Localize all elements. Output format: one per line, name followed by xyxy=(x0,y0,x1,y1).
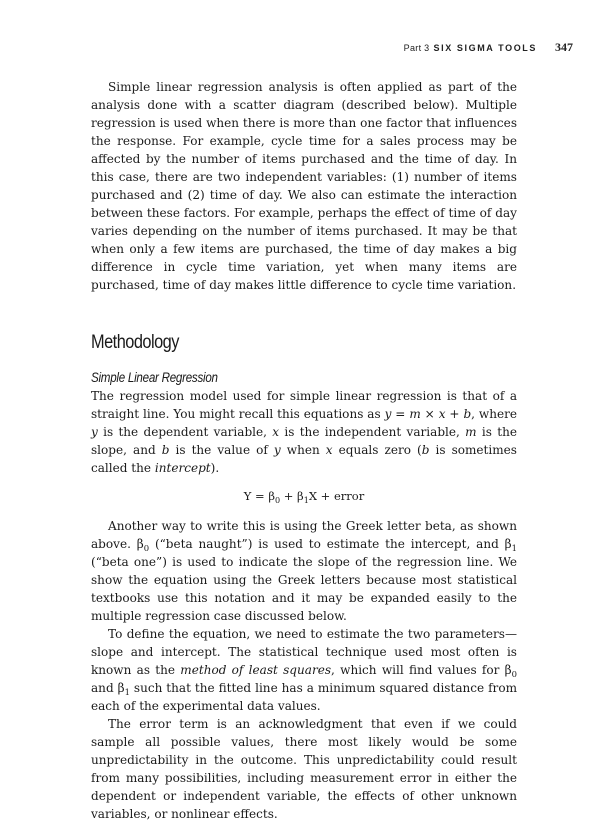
regression-equation: $Y = \beta_0 + \beta_1X$ + error xyxy=(243,489,365,505)
part-label: Part 3 xyxy=(403,43,430,53)
page-body xyxy=(91,78,517,823)
part-title: SIX SIGMA TOOLS xyxy=(433,43,537,53)
beta-paragraph: Another way to write this is using the Greek letter beta, as shown above. $\beta_0$ (“beta naught”) is used to estimate the intercept, and $\beta_1$ (“beta one”) is used to indicate the slope of the regression line. We show the equation using the Greek letters because most statistical textbooks use this notation and it may be expanded easily to the multiple regression case discussed below. xyxy=(91,519,517,623)
error-paragraph: The error term is an acknowledgment that even if we could sample all possible values, there most likely would be some unpredictability in the outcome. This unpredictability could result from many possibilities, including measurement error in either the dependent or independent variable, the effects of other unknown variables, or nonlinear effects. xyxy=(91,717,517,821)
page-number: 347 xyxy=(555,40,573,54)
intro-paragraph: Simple linear regression analysis is often applied as part of the analysis done with a scatter diagram (described below). Multiple regression is used when there is more than one factor that influences the response. For example, cycle time for a sales process may be affected by the number of items purchased and the time of day. In this case, there are two independent variables: (1) number of items purchased and (2) time of day. We also can estimate the interaction between these factors. For example, perhaps the effect of time of day varies depending on the number of items purchased. It may be that when only a few items are purchased, the time of day makes a big difference in cycle time variation, yet when many items are purchased, time of day makes little difference to cycle time variation. xyxy=(91,80,517,292)
regression-paragraph: The regression model used for simple linear regression is that of a straight line. You might recall this equations as y = m × x + b, where y is the dependent variable, x is the independent variable, m is the slope, and b is the value of y when x equals zero (b is sometimes called the intercept). xyxy=(91,389,517,475)
running-head xyxy=(404,40,573,55)
subsection-title: Simple Linear Regression xyxy=(91,370,218,385)
section-title: Methodology xyxy=(91,332,179,353)
define-paragraph: To define the equation, we need to estimate the two parameters—slope and intercept. The statistical technique used most often is known as the method of least squares, which will find values for $\beta_0$ and $\beta_1$ such that the fitted line has a minimum squared distance from each of the experimental data values. xyxy=(91,627,517,713)
